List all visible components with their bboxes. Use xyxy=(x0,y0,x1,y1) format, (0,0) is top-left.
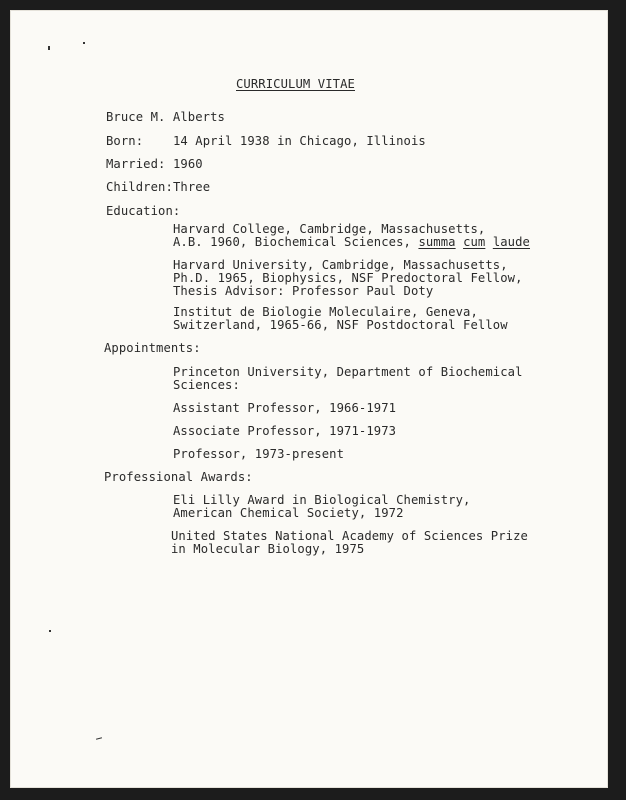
education-degree-text: A.B. 1960, Biochemical Sciences, xyxy=(173,235,419,249)
education-entry-line: Harvard University, Cambridge, Massachusetts, xyxy=(173,258,508,272)
page-title: CURRICULUM VITAE xyxy=(236,77,355,91)
award-line: United States National Academy of Sciences Prize xyxy=(171,529,528,543)
scan-speck xyxy=(83,42,85,44)
education-entry-line xyxy=(173,235,530,249)
married-label: Married: xyxy=(106,157,166,171)
appointment-institution: Sciences: xyxy=(173,378,240,392)
award-line: in Molecular Biology, 1975 xyxy=(171,542,365,556)
honor-word: laude xyxy=(492,235,530,249)
married-value: 1960 xyxy=(173,157,203,171)
appointment-position: Professor, 1973-present xyxy=(173,447,345,461)
honor-word: summa xyxy=(418,235,456,249)
person-name: Bruce M. Alberts xyxy=(106,110,225,124)
education-entry-line: Ph.D. 1965, Biophysics, NSF Predoctoral Fellow, xyxy=(173,271,523,285)
appointment-institution: Princeton University, Department of Biochemical xyxy=(173,365,523,379)
born-label: Born: xyxy=(106,134,144,148)
appointment-position: Assistant Professor, 1966-1971 xyxy=(173,401,397,415)
education-entry-line: Harvard College, Cambridge, Massachusetts, xyxy=(173,222,486,236)
children-label: Children: xyxy=(106,180,173,194)
document-page xyxy=(10,10,608,788)
education-entry-line: Thesis Advisor: Professor Paul Doty xyxy=(173,284,434,298)
education-entry-line: Switzerland, 1965-66, NSF Postdoctoral Fellow xyxy=(173,318,508,332)
award-line: Eli Lilly Award in Biological Chemistry, xyxy=(173,493,471,507)
appointment-position: Associate Professor, 1971-1973 xyxy=(173,424,397,438)
children-value: Three xyxy=(173,180,211,194)
awards-label: Professional Awards: xyxy=(104,470,253,484)
education-entry-line: Institut de Biologie Moleculaire, Geneva, xyxy=(173,305,478,319)
scan-speck xyxy=(49,630,51,632)
award-line: American Chemical Society, 1972 xyxy=(173,506,404,520)
born-value: 14 April 1938 in Chicago, Illinois xyxy=(173,134,426,148)
appointments-label: Appointments: xyxy=(104,341,201,355)
scan-speck xyxy=(48,46,50,50)
honor-word: cum xyxy=(463,235,486,249)
education-label: Education: xyxy=(106,204,181,218)
